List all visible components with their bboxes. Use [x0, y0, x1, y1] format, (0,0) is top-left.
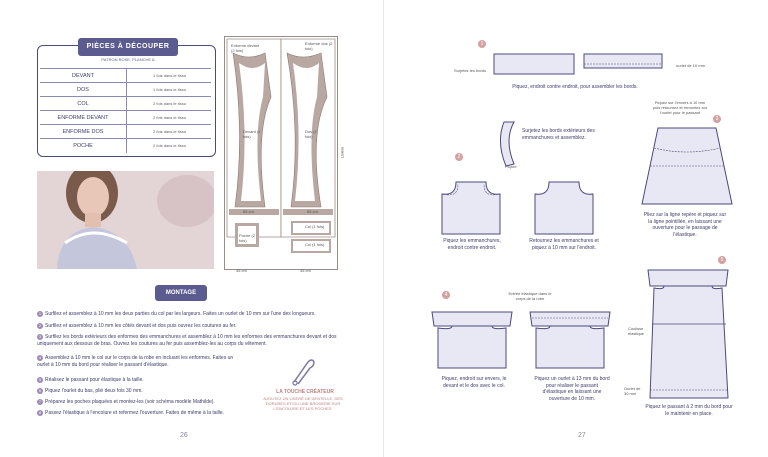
step-text: Passez l'élastique à l'encolure et refermez l'ouverture. Faites de même à la taille.	[45, 410, 225, 416]
label-selvedge: Lisière	[339, 146, 345, 159]
step-1	[37, 311, 337, 318]
table-row	[40, 110, 211, 125]
piece-name: ENFORME DOS	[62, 129, 104, 135]
figure-3-drawing	[640, 126, 734, 211]
step-5	[37, 377, 237, 384]
safety-pin-icon	[290, 356, 316, 391]
step-6	[37, 388, 237, 395]
figure-2-left	[440, 180, 502, 241]
step-4	[37, 355, 237, 369]
fig3-caption: Pliez sur la ligne repère et piquez sur la ligne pointillée, en laissant une ouverture pour le passage de l'élastique.	[643, 212, 727, 238]
figure-number: 5	[718, 256, 726, 264]
piece-qty: 2 fois dans le tissu	[126, 139, 212, 153]
fig5-label-side: Coulisse élastique	[628, 326, 645, 336]
step-number: 1	[38, 311, 42, 316]
fig1-label-left: Surjetez les bords	[454, 68, 487, 73]
figure-number: 3	[713, 115, 721, 123]
piece-name: ENFORME DEVANT	[57, 115, 109, 121]
photo-illustration	[37, 171, 214, 269]
montage-banner: MONTAGE	[155, 285, 207, 301]
piece-name: DEVANT	[72, 73, 94, 79]
table-row	[40, 68, 211, 83]
fig4-top-label: Entrée élastique dans le corps de la robe	[508, 291, 552, 301]
step-text: Assemblez à 10 mm le col sur le corps de la robe en incluant les enformes. Faites un ourlet à 10 mm du bord pour réaliser le passant d'élastique.	[37, 355, 234, 368]
label-enforme-devant: Enforme devant (2 fois)	[231, 43, 260, 53]
step-number: 3	[38, 334, 42, 339]
fig2-label-piqure: Piqûre	[505, 164, 517, 169]
step-number: 2	[38, 323, 42, 328]
figure-number: 1	[478, 40, 486, 48]
table-row	[40, 124, 211, 139]
table-row	[40, 96, 211, 111]
step-number: 8	[38, 410, 42, 415]
fig1-caption: Piquez, endroit contre endroit, pour assembler les bords.	[512, 84, 638, 90]
piece-name: POCHE	[73, 143, 93, 149]
step-text: Réalisez le passant pour élastique à la taille.	[45, 377, 144, 383]
label-enforme-dos: Enforme dos (2 fois)	[305, 41, 333, 51]
step-number: 7	[38, 399, 42, 404]
label-poche: Poche (2 fois)	[239, 233, 256, 243]
fig2-caption-right: Retournez les emmanchures et piquez à 10 mm sur l'endroit.	[529, 238, 599, 251]
step-8	[37, 410, 247, 417]
page-number-right: 27	[578, 432, 586, 439]
label-width-right: 68 cm	[307, 209, 318, 214]
fig5-label-bottom: Ourlet de 30 mm	[624, 386, 641, 396]
step-7	[37, 399, 247, 406]
piece-name: COL	[77, 101, 89, 107]
step-text: Surfilez et assemblez à 10 mm les côtés devant et dos puis ouvrez les coutures au fer.	[45, 323, 237, 329]
tip-title: LA TOUCHE CRÉATEUR	[276, 389, 334, 395]
piece-name: DOS	[77, 87, 89, 93]
figure-2-right	[533, 180, 595, 241]
fig4-caption-right: Piquez un ourlet à 13 mm du bord pour réaliser le passant d'élastique en laissant une ouverture de 10 mm.	[534, 376, 610, 402]
cutting-subtitle: PATRON ROSE, PLANCHE A	[101, 57, 155, 62]
label-dos: Dos (1 fois)	[305, 129, 317, 139]
model-photo	[37, 171, 214, 269]
label-col-bottom: Col (1 fois)	[305, 242, 325, 247]
step-number: 6	[38, 388, 42, 393]
piece-qty: 2 fois dans le tissu	[126, 97, 212, 111]
label-width-left: 68 cm	[243, 209, 254, 214]
pattern-layout	[224, 36, 338, 270]
step-text: Surfilez et assemblez à 10 mm les deux parties du col par les largeurs. Faites un ourlet de 10 mm sur l'une des longueurs.	[45, 311, 316, 317]
cutting-banner: PIÈCES À DÉCOUPER	[78, 38, 178, 56]
step-3	[37, 334, 337, 348]
spread-divider	[383, 0, 384, 457]
label-devant: Devant (1 fois)	[243, 129, 261, 139]
piece-qty: 2 fois dans le tissu	[126, 111, 212, 125]
fig1-label-right: ourlet de 10 mm	[676, 63, 705, 68]
fig2-caption-left: Piquez les emmanchures, endroit contre endroit.	[443, 238, 501, 251]
figure-4-left	[430, 306, 514, 375]
figure-1-drawing	[480, 52, 680, 83]
table-row	[40, 138, 211, 153]
fig2-top-caption: Surjetez les bords extérieurs des emmanchures et assemblez.	[522, 128, 595, 141]
step-2	[37, 323, 337, 330]
step-text: Préparez les poches plaquées et montez-les (voir schéma modèle Mathilde).	[45, 399, 215, 405]
dimension-right: 35 cm	[300, 268, 311, 273]
figure-number: 2	[455, 153, 463, 161]
piece-qty: 1 fois dans le tissu	[126, 83, 212, 97]
figure-number: 4	[442, 291, 450, 299]
figure-4-right	[528, 306, 612, 375]
dimension-left: 35 cm	[236, 268, 247, 273]
fig5-caption: Piquez le passant à 2 mm du bord pour le maintenir en place.	[645, 404, 733, 417]
fig3-top-label: Piquez sur l'envers à 10 mm puis retournez et remontez sur l'ourlet pour le passant	[652, 100, 708, 115]
step-text: Piquez l'ourlet du bas, plié deux fois 30 mm.	[45, 388, 143, 394]
step-number: 4	[38, 355, 42, 360]
step-text: Surfilez les bords extérieurs des enformes des emmanchures et assemblez à 10 mm les enformes des emmanchures devant et dos uniquement aux dessous de bras. Ouvrez les coutures au fer puis assemblez-les au corps du vêtement.	[37, 334, 337, 347]
piece-qty: 1 fois dans le tissu	[126, 69, 212, 83]
fig4-caption-left: Piquez, endroit sur envers, le devant et le dos avec le col.	[441, 376, 507, 389]
tip-text: AJOUTEZ UN LISERÉ DE DENTELLE, DES DORURES ET/OU UNE BRODERIE SUR L'ENCOLURE ET LES POCHES.	[263, 396, 343, 411]
figure-5-drawing	[640, 266, 736, 405]
page-number-left: 26	[180, 432, 188, 439]
step-number: 5	[38, 377, 42, 382]
label-col-top: Col (1 fois)	[305, 224, 325, 229]
piece-qty: 2 fois dans le tissu	[126, 125, 212, 139]
table-row	[40, 82, 211, 97]
